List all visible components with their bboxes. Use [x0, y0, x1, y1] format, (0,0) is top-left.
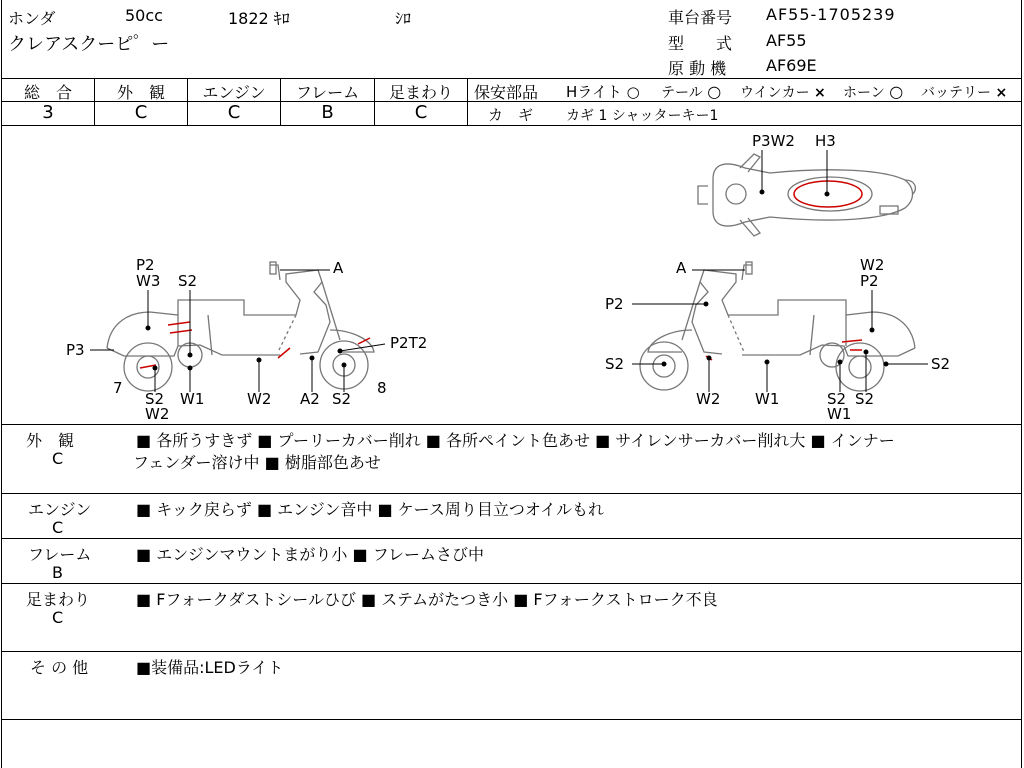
- frame-no: AF55-1705239: [766, 5, 896, 24]
- remark-text: ■ 各所うすきず ■ プーリーカバー削れ ■ 各所ペイント色あせ ■ サイレンサーカバー削れ大 ■ インナー: [136, 431, 895, 450]
- grade-suspension-value: C: [414, 102, 428, 123]
- safety-item: [740, 82, 826, 102]
- grade-suspension-label: 足まわり: [388, 83, 453, 102]
- circle-mark-icon: ○: [707, 82, 722, 101]
- mileage: 1822 ｷﾛ: [228, 9, 290, 28]
- remark-label: フレーム: [28, 545, 92, 564]
- diagram-label: W2: [696, 390, 721, 408]
- circle-mark-icon: ○: [889, 82, 904, 101]
- body-color: ｼﾛ: [395, 9, 412, 28]
- damage-marks: [140, 181, 862, 368]
- type-value: AF55: [766, 31, 807, 50]
- diagram-label: P3: [66, 341, 85, 359]
- safety-item-name: Hライト: [566, 83, 622, 101]
- rule: [1, 538, 1022, 539]
- remark-grade: C: [52, 518, 64, 537]
- remark-text: ■ エンジンマウントまがり小 ■ フレームさび中: [136, 545, 485, 564]
- diagram-label: A2: [300, 390, 320, 408]
- rule: [1, 651, 1022, 652]
- damage-diagram: [0, 126, 1024, 424]
- key-value: カギ 1 シャッターキー1: [566, 108, 719, 124]
- safety-item: [921, 82, 1007, 102]
- safety-item: [661, 82, 721, 102]
- engine-model-value: AF69E: [766, 56, 817, 75]
- remark-text: ■ Fフォークダストシールひび ■ ステムがたつき小 ■ Fフォークストローク不良: [136, 590, 718, 609]
- rule: [1, 493, 1022, 494]
- rule: [1, 78, 1022, 79]
- diagram-label: S2: [145, 390, 165, 408]
- remark-label: 足まわり: [26, 590, 91, 609]
- remark-label: 外 観: [26, 431, 75, 450]
- safety-item: [566, 81, 640, 102]
- diagram-label: W2: [247, 390, 272, 408]
- remark-label: エンジン: [28, 500, 92, 519]
- diagram-label: A: [676, 259, 687, 277]
- grade-exterior-label: 外 観: [116, 83, 165, 102]
- engine-model-label: 原 動 機: [668, 59, 727, 78]
- safety-item-name: バッテリー: [921, 85, 991, 101]
- rule: [467, 78, 468, 125]
- model-name: クレアスクーピ゜ー: [8, 34, 170, 55]
- diagram-label: S2: [931, 355, 951, 373]
- remark-text: ■ キック戻らず ■ エンジン音中 ■ ケース周り目立つオイルもれ: [136, 500, 605, 519]
- remark-grade: B: [52, 563, 63, 582]
- diagram-label: A: [333, 259, 344, 277]
- frame-no-label: 車台番号: [668, 8, 733, 27]
- key-label: カ ギ: [488, 106, 534, 124]
- cross-mark-icon: ×: [995, 85, 1008, 101]
- remark-text: フェンダー溶け中 ■ 樹脂部色あせ: [133, 453, 381, 472]
- cross-mark-icon: ×: [814, 85, 826, 101]
- remark-grade: C: [52, 449, 64, 468]
- remark-grade: C: [52, 608, 64, 627]
- grade-frame-label: フレーム: [295, 83, 360, 102]
- diagram-label: S2: [827, 390, 847, 408]
- safety-item: [843, 82, 903, 102]
- diagram-label: W1: [180, 390, 205, 408]
- diagram-label: S2: [332, 390, 352, 408]
- safety-item-name: ホーン: [843, 85, 885, 101]
- diagram-label: S2: [855, 390, 875, 408]
- grade-total-label: 総 合: [23, 83, 72, 102]
- safety-label: 保安部品: [474, 83, 539, 102]
- diagram-label: W1: [827, 405, 852, 423]
- remark-text: ■装備品:LEDライト: [136, 658, 284, 677]
- diagram-label: P2: [605, 295, 624, 313]
- diagram-label: P2: [860, 272, 879, 290]
- safety-item-name: ウインカー: [740, 85, 810, 101]
- rule: [1, 719, 1022, 720]
- grade-engine-value: C: [227, 102, 241, 123]
- diagram-label: 8: [377, 379, 387, 397]
- grade-frame-value: B: [321, 102, 334, 123]
- scooter-top-view: [698, 154, 915, 236]
- rule: [1, 424, 1022, 425]
- safety-item-name: テール: [661, 85, 703, 101]
- diagram-label: W2: [145, 405, 170, 423]
- remark-label: そ の 他: [30, 658, 89, 677]
- diagram-label: H3: [815, 132, 836, 150]
- rule: [1, 583, 1022, 584]
- diagram-label-group: [66, 132, 950, 423]
- displacement: 50cc: [125, 6, 163, 25]
- diagram-label: 7: [113, 379, 123, 397]
- type-label: 型 式: [668, 34, 733, 53]
- grade-total-value: 3: [42, 102, 54, 123]
- diagram-label: P2: [136, 256, 155, 274]
- grade-exterior-value: C: [134, 102, 148, 123]
- grade-engine-label: エンジン: [202, 83, 266, 102]
- diagram-label: P2T2: [390, 334, 428, 352]
- diagram-label: P3W2: [752, 132, 795, 150]
- diagram-label: S2: [178, 272, 198, 290]
- circle-mark-icon: ○: [626, 83, 640, 101]
- diagram-label: W3: [136, 272, 161, 290]
- diagram-label: W1: [755, 390, 780, 408]
- maker: ホンダ: [8, 9, 56, 28]
- diagram-label: W2: [860, 256, 885, 274]
- diagram-label: S2: [605, 355, 625, 373]
